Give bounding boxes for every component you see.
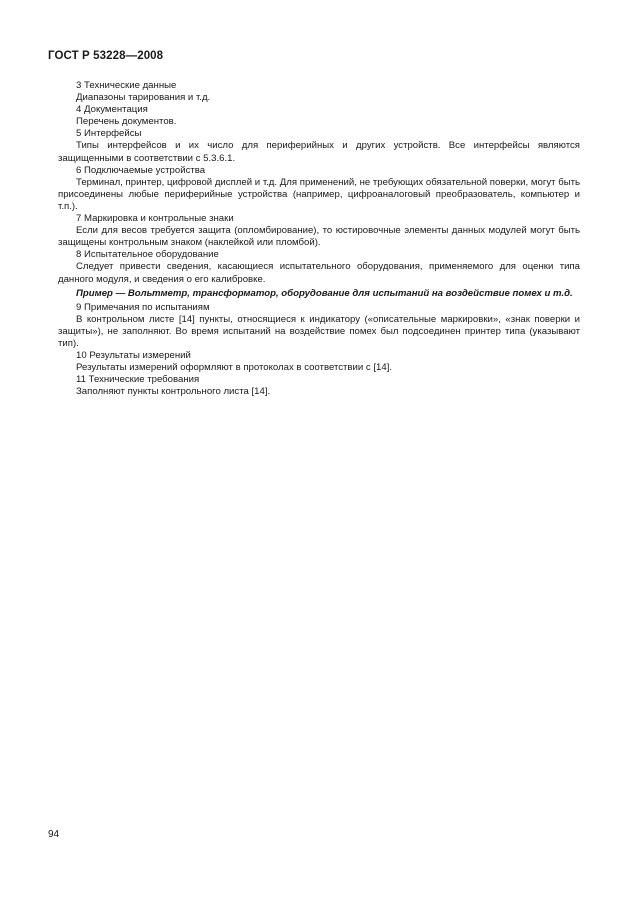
section-heading: 11 Технические требования bbox=[76, 374, 200, 386]
section-heading: 6 Подключаемые устройства bbox=[76, 164, 206, 176]
section-body: В контрольном листе [14] пункты, относящиеся к индикатору («описательные маркировки», «знак поверки и защиты»), не заполняют. Во время испытаний на воздействие помех был подсоединен принтер типа (указывают тип). bbox=[58, 313, 580, 349]
section-heading: 5 Интерфейсы bbox=[76, 128, 142, 140]
section-heading: 9 Примечания по испытаниям bbox=[76, 301, 210, 313]
section-body: Заполняют пункты контрольного листа [14]. bbox=[76, 386, 271, 398]
section-body: Следует привести сведения, касающиеся испытательного оборудования, применяемого для оценки типа данного модуля, и сведения о его калибровке. bbox=[58, 261, 580, 285]
section-heading: 10 Результаты измерений bbox=[76, 350, 191, 362]
document-header: ГОСТ Р 53228—2008 bbox=[48, 50, 164, 62]
page-number: 94 bbox=[48, 829, 60, 840]
section-body: Если для весов требуется защита (опломбирование), то юстировочные элементы данных модулей могут быть защищены контрольным знаком (наклейкой или пломбой). bbox=[58, 225, 580, 249]
section-body: Перечень документов. bbox=[76, 116, 177, 128]
example-note: Пример — Вольтметр, трансформатор, оборудование для испытаний на воздействие помех и т.д. bbox=[76, 287, 573, 299]
section-heading: 4 Документация bbox=[76, 104, 148, 116]
section-body: Диапазоны тарирования и т.д. bbox=[76, 92, 211, 104]
section-heading: 3 Технические данные bbox=[76, 80, 177, 91]
document-body bbox=[58, 80, 580, 398]
section-body: Типы интерфейсов и их число для периферийных и других устройств. Все интерфейсы являются защищенными в соответствии с 5.3.6.1. bbox=[58, 140, 580, 164]
section-heading: 8 Испытательное оборудование bbox=[76, 249, 219, 261]
section-body: Терминал, принтер, цифровой дисплей и т.д. Для применений, не требующих обязательной поверки, могут быть присоединены любые периферийные устройства (например, цифроаналоговый преобразователь, компьютер и т.п.). bbox=[58, 176, 580, 212]
section-heading: 7 Маркировка и контрольные знаки bbox=[76, 213, 234, 225]
section-body: Результаты измерений оформляют в протоколах в соответствии с [14]. bbox=[76, 362, 393, 374]
